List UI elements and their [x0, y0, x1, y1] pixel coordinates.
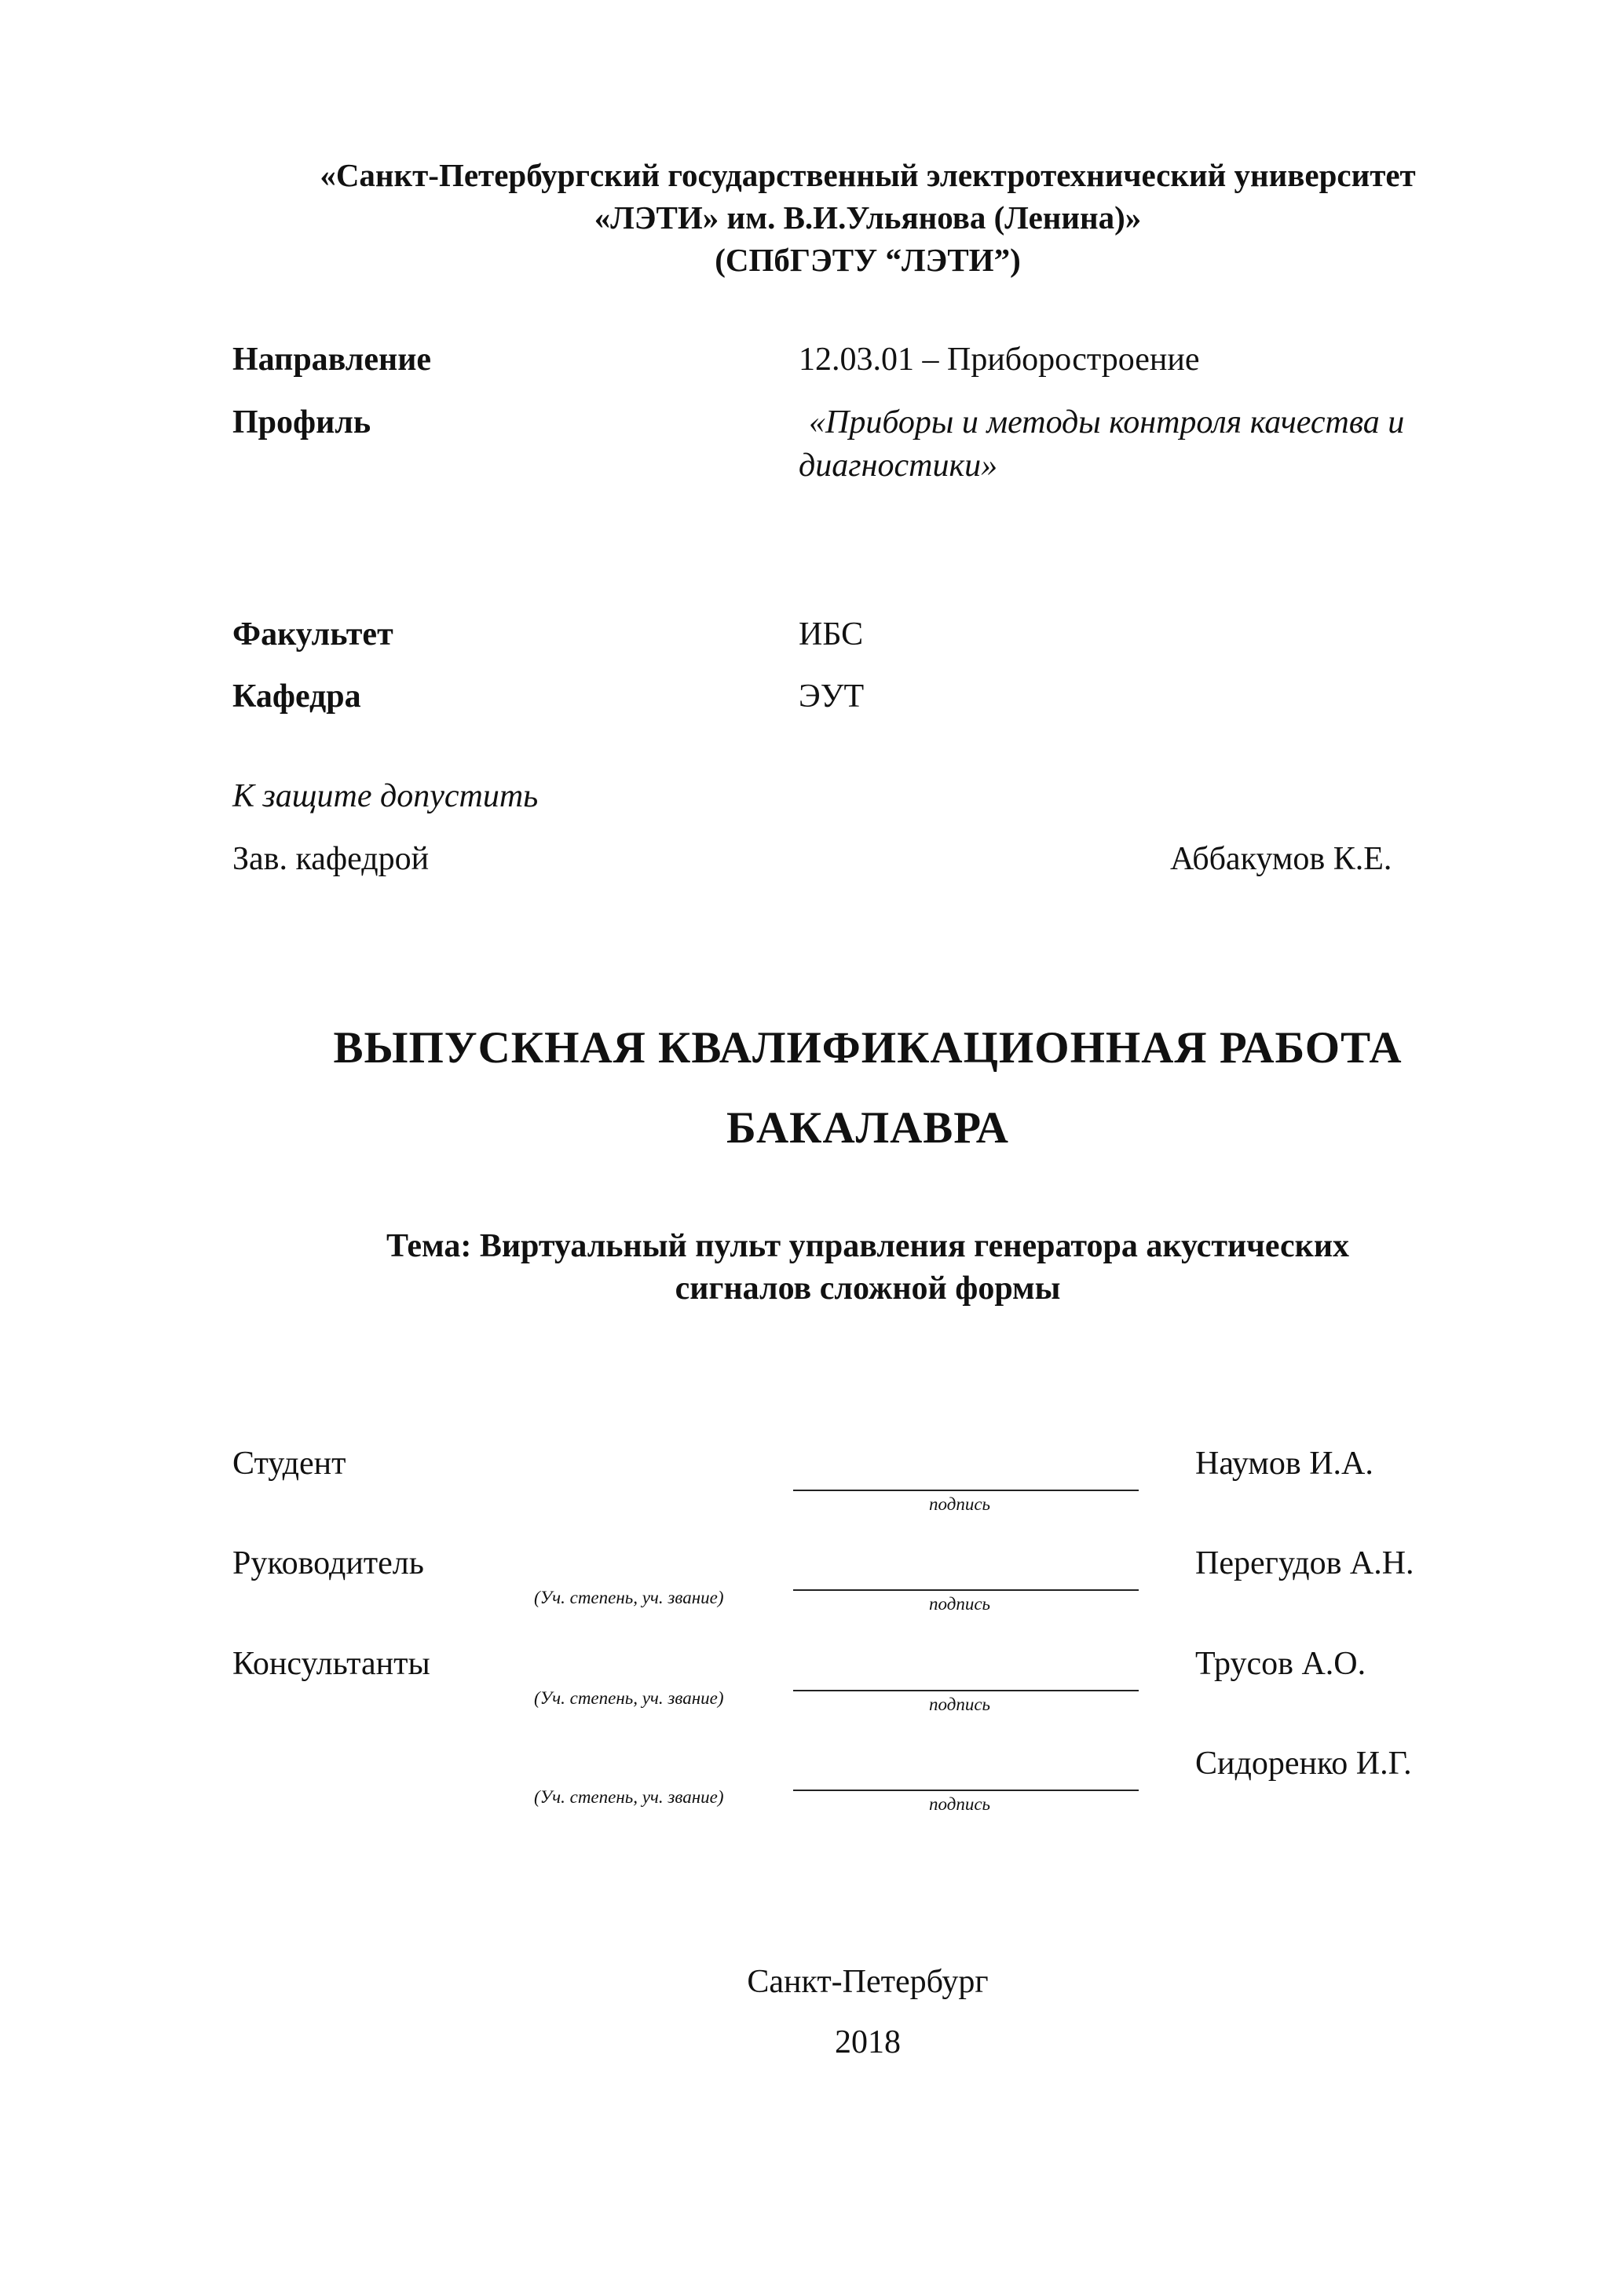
direction-value: 12.03.01 – Приборостроение [799, 342, 1200, 378]
supervisor-signature-caption: подпись [929, 1594, 991, 1614]
profile-value-line2: диагностики» [799, 448, 998, 484]
direction-label: Направление [232, 342, 432, 378]
supervisor-name: Перегудов А.Н. [1195, 1545, 1414, 1581]
supervisor-label: Руководитель [232, 1545, 424, 1581]
admission-text: К защите допустить [232, 778, 539, 814]
supervisor-signature-line [793, 1589, 1139, 1591]
consultant1-signature-line [793, 1690, 1139, 1691]
consultant1-degree-caption: (Уч. степень, уч. звание) [534, 1688, 724, 1708]
faculty-label: Факультет [232, 616, 393, 653]
profile-value-line1: «Приборы и методы контроля качества и [809, 404, 1405, 441]
theme-line2: сигналов сложной формы [675, 1270, 1061, 1307]
department-value: ЭУТ [799, 678, 865, 715]
student-signature-line [793, 1490, 1139, 1491]
work-title-line1: ВЫПУСКНАЯ КВАЛИФИКАЦИОННАЯ РАБОТА [333, 1023, 1403, 1073]
faculty-value: ИБС [799, 616, 864, 653]
student-name: Наумов И.А. [1195, 1446, 1373, 1482]
consultant2-signature-line [793, 1790, 1139, 1791]
student-signature-caption: подпись [929, 1494, 991, 1514]
supervisor-degree-caption: (Уч. степень, уч. звание) [534, 1588, 724, 1607]
work-title-line2: БАКАЛАВРА [726, 1103, 1009, 1153]
university-header [0, 154, 1624, 281]
footer-city: Санкт-Петербург [747, 1964, 989, 2000]
consultant1-name: Трусов А.О. [1195, 1646, 1366, 1682]
theme-line1: Тема: Виртуальный пульт управления генератора акустических [386, 1228, 1350, 1264]
head-of-department-name: Аббакумов К.Е. [1170, 841, 1392, 877]
consultants-label: Консультанты [232, 1646, 430, 1682]
university-abbreviation: (СПбГЭТУ “ЛЭТИ”) [715, 242, 1021, 278]
university-name-line1: «Санкт-Петербургский государственный электротехнический университет [320, 157, 1416, 193]
consultant2-degree-caption: (Уч. степень, уч. звание) [534, 1787, 724, 1807]
department-label: Кафедра [232, 678, 361, 715]
consultant2-signature-caption: подпись [929, 1794, 991, 1814]
consultant2-name: Сидоренко И.Г. [1195, 1746, 1412, 1782]
consultant1-signature-caption: подпись [929, 1695, 991, 1714]
student-label: Студент [232, 1446, 346, 1482]
theme [0, 1225, 1624, 1310]
footer-year: 2018 [835, 2024, 901, 2060]
university-name-line2: «ЛЭТИ» им. В.И.Ульянова (Ленина)» [594, 199, 1142, 236]
profile-label: Профиль [232, 404, 371, 441]
head-of-department-label: Зав. кафедрой [232, 841, 430, 877]
